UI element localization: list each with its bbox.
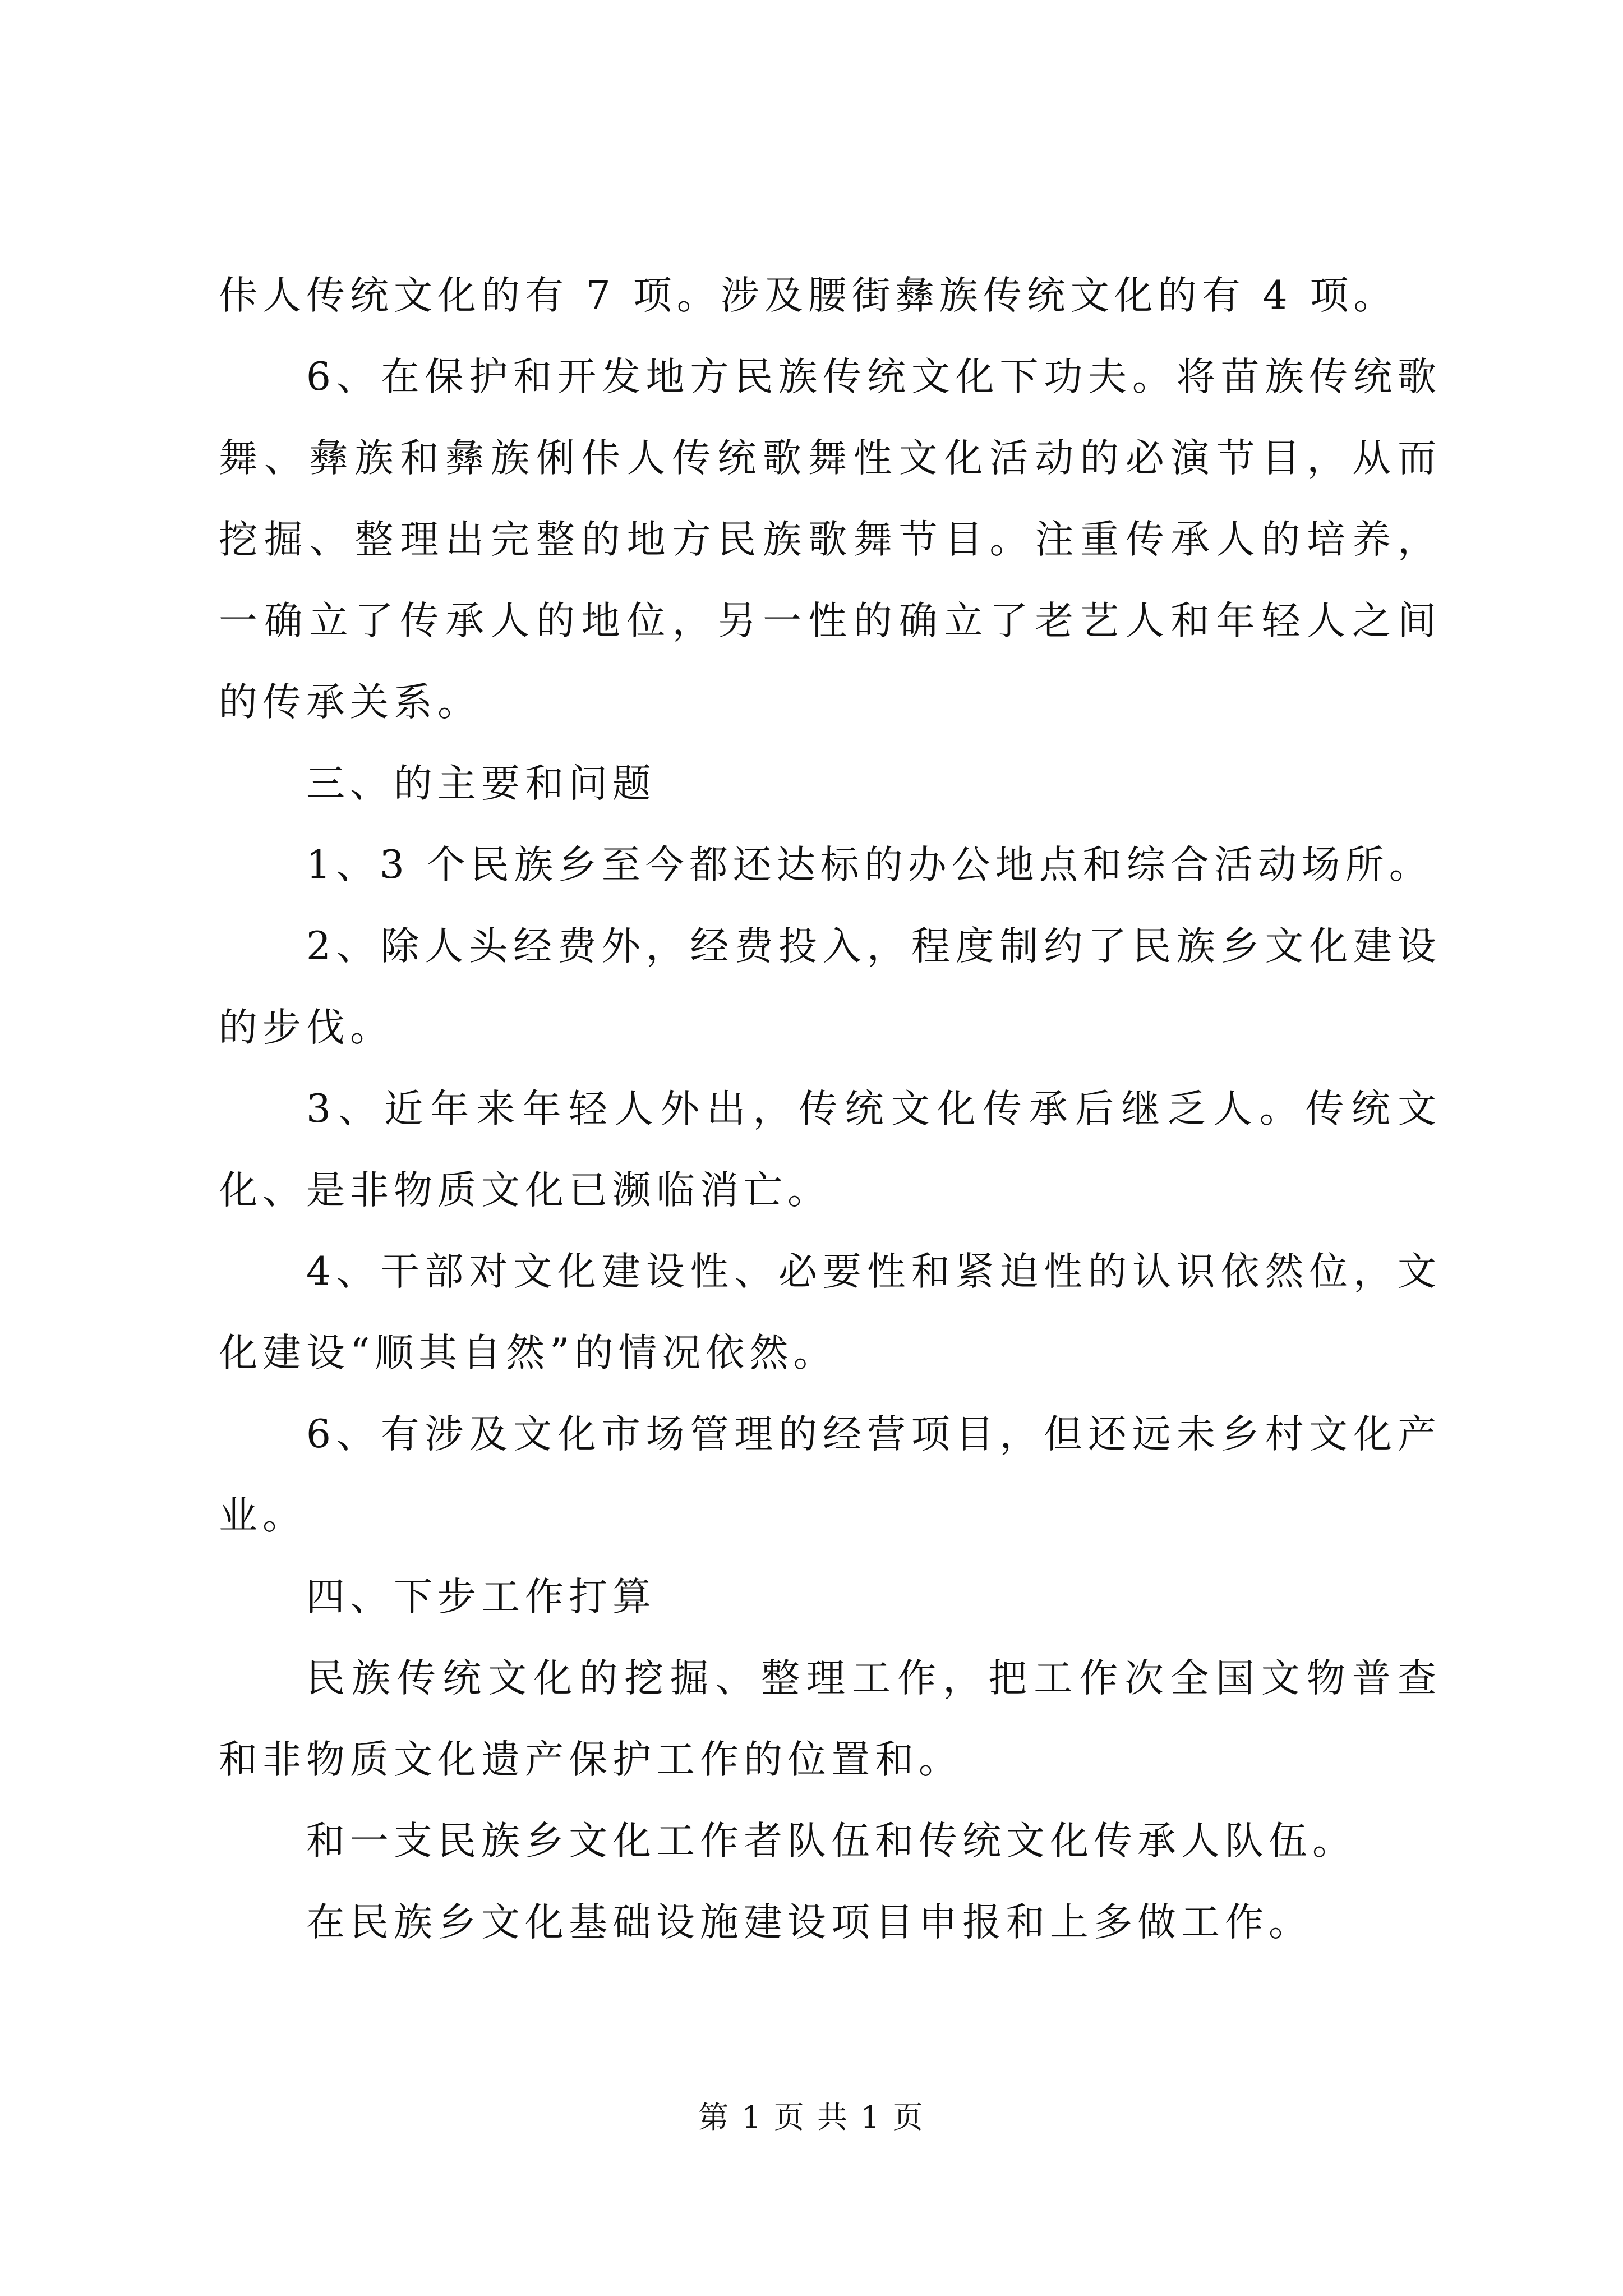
list-item: 4、干部对文化建设性、必要性和紧迫性的认识依然位，文化建设“顺其自然”的情况依然。 xyxy=(219,1249,1441,1375)
paragraph: 佧人传统文化的有 7 项。涉及腰街彝族传统文化的有 4 项。 xyxy=(219,273,1398,318)
paragraph: 在民族乡文化基础设施建设项目申报和上多做工作。 xyxy=(306,1900,1312,1945)
paragraph: 民族传统文化的挖掘、整理工作，把工作次全国文物普查和非物质文化遗产保护工作的位置和。 xyxy=(219,1656,1441,1782)
document-body xyxy=(219,255,1441,1963)
list-item: 2、除人头经费外，经费投入，程度制约了民族乡文化建设的步伐。 xyxy=(219,924,1441,1050)
paragraph: 和一支民族乡文化工作者队伍和传统文化传承人队伍。 xyxy=(306,1819,1356,1864)
page-footer: 第 1 页 共 1 页 xyxy=(698,2100,925,2135)
paragraph: 6、在保护和开发地方民族传统文化下功夫。将苗族传统歌舞、彝族和彝族俐佧人传统歌舞性文化活动的必演节目，从而挖掘、整理出完整的地方民族歌舞节目。注重传承人的培养，一确立了传承人的地位，另一性的确立了老艺人和年轻人之间的传承关系。 xyxy=(219,355,1441,725)
list-item: 1、3 个民族乡至今都还达标的办公地点和综合活动场所。 xyxy=(306,843,1433,887)
list-item: 3、近年来年轻人外出，传统文化传承后继乏人。传统文化、是非物质文化已濒临消亡。 xyxy=(219,1087,1441,1213)
section-heading: 三、的主要和问题 xyxy=(306,761,656,806)
list-item: 6、有涉及文化市场管理的经营项目，但还远未乡村文化产业。 xyxy=(219,1412,1441,1538)
section-heading: 四、下步工作打算 xyxy=(306,1575,656,1619)
